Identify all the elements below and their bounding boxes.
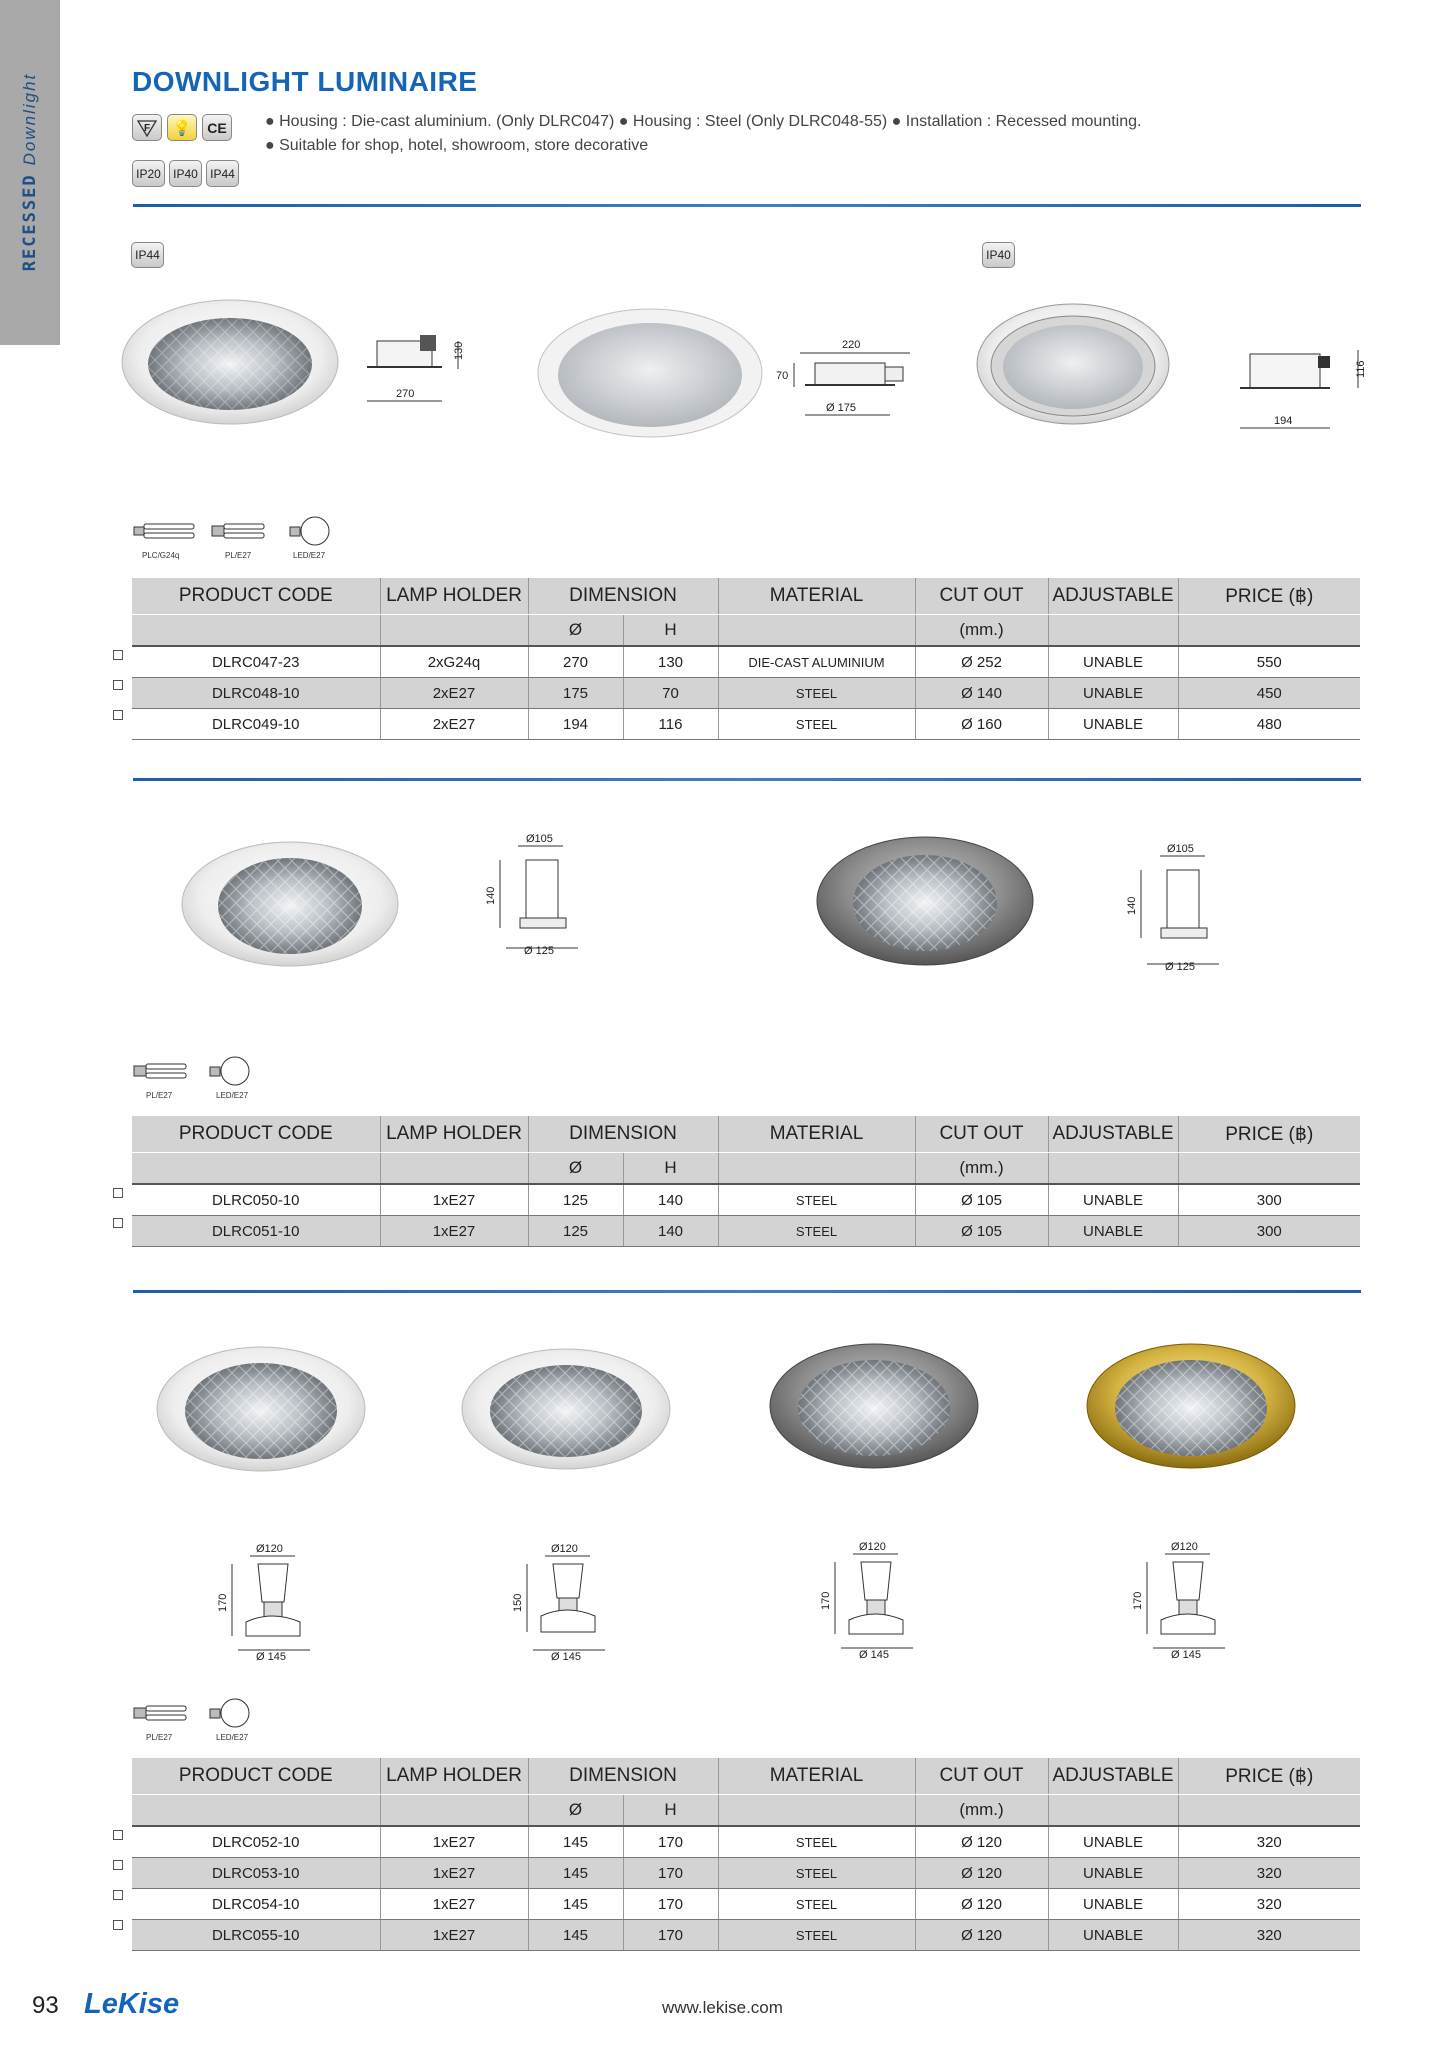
select-checkbox[interactable] <box>113 1860 123 1870</box>
ce-badge: CE <box>202 114 232 141</box>
dlrc047-height-label: 130 <box>453 341 465 360</box>
table-subheader-row <box>132 1153 1360 1185</box>
dimension-height: 170 <box>623 1826 718 1858</box>
sidebar-category: RECESSED <box>20 173 40 272</box>
dimension-diameter: 125 <box>528 1184 623 1216</box>
price: 550 <box>1178 646 1360 678</box>
bulb-icon: 💡 <box>172 119 192 137</box>
product-code: DLRC052-10 <box>132 1826 380 1858</box>
subheader-diameter: Ø <box>528 1153 623 1185</box>
select-checkbox[interactable] <box>113 710 123 720</box>
dimension-height: 170 <box>623 1889 718 1920</box>
ip40-badge: IP40 <box>169 160 202 187</box>
dlrc047-photo <box>120 290 350 430</box>
dlrc054-height-label: 170 <box>820 1591 832 1610</box>
material: STEEL <box>718 1216 915 1247</box>
header-dimension: DIMENSION <box>528 1116 718 1153</box>
dlrc050-top-label: Ø105 <box>526 833 553 845</box>
table-row <box>132 646 1360 678</box>
plc-g24q-lamp-icon <box>134 524 194 538</box>
dlrc051-drawing <box>1115 840 1235 980</box>
header-price: PRICE (฿) <box>1178 578 1360 615</box>
page-number: 93 <box>32 1992 59 2019</box>
led-e27-lamp-icon <box>290 517 329 545</box>
price: 320 <box>1178 1826 1360 1858</box>
lamp-holder: 1xE27 <box>380 1216 528 1247</box>
material: STEEL <box>718 1889 915 1920</box>
led-e27-lamp-icon <box>210 1057 249 1085</box>
product-code: DLRC047-23 <box>132 646 380 678</box>
dlrc052-bottom-label: Ø 145 <box>256 1651 286 1663</box>
dimension-diameter: 175 <box>528 678 623 709</box>
table-row <box>132 678 1360 709</box>
dimension-height: 130 <box>623 646 718 678</box>
adjustable: UNABLE <box>1048 1889 1178 1920</box>
product-code: DLRC053-10 <box>132 1858 380 1889</box>
brand-logo: LeKise <box>84 1988 180 2020</box>
lamp-label-led-e27: LED/E27 <box>216 1733 249 1742</box>
dimension-diameter: 125 <box>528 1216 623 1247</box>
material: DIE-CAST ALUMINIUM <box>718 646 915 678</box>
table-row <box>132 1920 1360 1951</box>
header-lamp-holder: LAMP HOLDER <box>380 1758 528 1795</box>
select-checkbox[interactable] <box>113 1830 123 1840</box>
lamp-holder: 2xG24q <box>380 646 528 678</box>
table-row <box>132 1184 1360 1216</box>
header-product-code: PRODUCT CODE <box>132 1758 380 1795</box>
lamp-label-led-e27: LED/E27 <box>293 551 326 560</box>
subheader-unit: (mm.) <box>915 615 1048 647</box>
adjustable: UNABLE <box>1048 1826 1178 1858</box>
subheader-unit: (mm.) <box>915 1153 1048 1185</box>
section2-lamp-icons <box>130 1055 270 1095</box>
dimension-height: 170 <box>623 1920 718 1951</box>
dimension-diameter: 145 <box>528 1889 623 1920</box>
header-material: MATERIAL <box>718 578 915 615</box>
section-divider <box>133 1290 1361 1293</box>
adjustable: UNABLE <box>1048 1184 1178 1216</box>
dlrc054-bottom-label: Ø 145 <box>859 1649 889 1661</box>
lamp-label-pl-e27: PL/E27 <box>225 551 252 560</box>
lamp-holder: 1xE27 <box>380 1920 528 1951</box>
dlrc048-diameter-label: Ø 175 <box>826 402 856 414</box>
lamp-holder: 2xE27 <box>380 678 528 709</box>
header-price: PRICE (฿) <box>1178 1116 1360 1153</box>
header-adjustable: ADJUSTABLE <box>1048 1758 1178 1795</box>
select-checkbox[interactable] <box>113 650 123 660</box>
subheader-diameter: Ø <box>528 615 623 647</box>
table-header-row <box>132 1116 1360 1153</box>
dlrc053-drawing <box>505 1540 615 1670</box>
dimension-height: 170 <box>623 1858 718 1889</box>
header-price: PRICE (฿) <box>1178 1758 1360 1795</box>
table-subheader-row <box>132 1795 1360 1827</box>
dlrc049-photo <box>975 300 1175 430</box>
header-cut-out: CUT OUT <box>915 1758 1048 1795</box>
f-mark-icon <box>136 119 158 137</box>
dlrc052-top-label: Ø120 <box>256 1543 283 1555</box>
lamp-holder: 1xE27 <box>380 1858 528 1889</box>
dimension-height: 140 <box>623 1216 718 1247</box>
table-row <box>132 1889 1360 1920</box>
adjustable: UNABLE <box>1048 1920 1178 1951</box>
price: 320 <box>1178 1920 1360 1951</box>
dlrc052-height-label: 170 <box>217 1593 229 1612</box>
header-product-code: PRODUCT CODE <box>132 578 380 615</box>
header-cut-out: CUT OUT <box>915 578 1048 615</box>
dlrc052-drawing <box>210 1540 320 1670</box>
dlrc054-drawing <box>813 1538 923 1668</box>
subheader-diameter: Ø <box>528 1795 623 1827</box>
lamp-label-led-e27: LED/E27 <box>216 1091 249 1100</box>
dlrc054-top-label: Ø120 <box>859 1541 886 1553</box>
spec-table-3 <box>132 1758 1360 1951</box>
cut-out: Ø 120 <box>915 1858 1048 1889</box>
feature-line-2: ● Suitable for shop, hotel, showroom, store decorative <box>265 137 649 154</box>
product-code: DLRC049-10 <box>132 709 380 740</box>
spec-table-1 <box>132 578 1360 740</box>
header-material: MATERIAL <box>718 1758 915 1795</box>
select-checkbox[interactable] <box>113 1920 123 1930</box>
cut-out: Ø 105 <box>915 1216 1048 1247</box>
pl-e27-lamp-icon <box>212 524 264 538</box>
product-code: DLRC051-10 <box>132 1216 380 1247</box>
cut-out: Ø 120 <box>915 1920 1048 1951</box>
dlrc053-top-label: Ø120 <box>551 1543 578 1555</box>
dimension-height: 116 <box>623 709 718 740</box>
dlrc049-height-label: 116 <box>1355 360 1367 378</box>
product-code: DLRC055-10 <box>132 1920 380 1951</box>
header-lamp-holder: LAMP HOLDER <box>380 578 528 615</box>
dlrc052-photo <box>155 1345 370 1475</box>
material: STEEL <box>718 1184 915 1216</box>
dlrc048-drawing <box>770 335 945 425</box>
section-divider <box>133 778 1361 781</box>
table-row <box>132 709 1360 740</box>
lamp-class-badge <box>167 114 197 141</box>
subheader-height: H <box>623 615 718 647</box>
dimension-diameter: 270 <box>528 646 623 678</box>
dimension-diameter: 145 <box>528 1858 623 1889</box>
price: 300 <box>1178 1216 1360 1247</box>
dlrc053-bottom-label: Ø 145 <box>551 1651 581 1663</box>
table-row <box>132 1216 1360 1247</box>
dlrc055-bottom-label: Ø 145 <box>1171 1649 1201 1661</box>
adjustable: UNABLE <box>1048 709 1178 740</box>
dlrc051-height-label: 140 <box>1126 896 1138 915</box>
dlrc051-top-label: Ø105 <box>1167 843 1194 855</box>
dlrc053-photo <box>460 1345 675 1475</box>
dlrc055-photo <box>1085 1340 1300 1475</box>
adjustable: UNABLE <box>1048 1216 1178 1247</box>
sidebar-label <box>20 73 40 272</box>
header-dimension: DIMENSION <box>528 578 718 615</box>
dlrc055-top-label: Ø120 <box>1171 1541 1198 1553</box>
ip40-tag: IP40 <box>982 242 1015 268</box>
select-checkbox[interactable] <box>113 1188 123 1198</box>
lamp-label-pl-e27: PL/E27 <box>146 1733 173 1742</box>
header-cut-out: CUT OUT <box>915 1116 1048 1153</box>
material: STEEL <box>718 1920 915 1951</box>
dlrc055-drawing <box>1125 1538 1235 1668</box>
sidebar-subcategory: Downlight <box>20 72 39 166</box>
header-product-code: PRODUCT CODE <box>132 1116 380 1153</box>
feature-line-1: ● Housing : Die-cast aluminium. (Only DLRC047) ● Housing : Steel (Only DLRC048-55) ● Installation : Recessed mounting. <box>265 113 1142 130</box>
dlrc048-width-label: 220 <box>842 339 861 351</box>
dlrc054-photo <box>768 1340 983 1475</box>
cut-out: Ø 120 <box>915 1889 1048 1920</box>
select-checkbox[interactable] <box>113 680 123 690</box>
f-mark-badge <box>132 114 162 141</box>
header-dimension: DIMENSION <box>528 1758 718 1795</box>
dimension-diameter: 194 <box>528 709 623 740</box>
lamp-holder: 2xE27 <box>380 709 528 740</box>
section1-lamp-icons <box>130 515 340 555</box>
header-adjustable: ADJUSTABLE <box>1048 1116 1178 1153</box>
website-link[interactable]: www.lekise.com <box>662 1998 783 2017</box>
dlrc048-photo <box>535 305 767 440</box>
dlrc051-photo <box>815 835 1040 970</box>
adjustable: UNABLE <box>1048 646 1178 678</box>
price: 320 <box>1178 1889 1360 1920</box>
table-row <box>132 1826 1360 1858</box>
material: STEEL <box>718 1826 915 1858</box>
f-mark-text: F <box>144 122 151 134</box>
material: STEEL <box>718 709 915 740</box>
product-code: DLRC048-10 <box>132 678 380 709</box>
ip44-tag: IP44 <box>131 242 164 268</box>
section3-lamp-icons <box>130 1697 270 1737</box>
dlrc053-height-label: 150 <box>512 1593 524 1612</box>
dimension-height: 70 <box>623 678 718 709</box>
select-checkbox[interactable] <box>113 1218 123 1228</box>
dimension-diameter: 145 <box>528 1920 623 1951</box>
dlrc050-height-label: 140 <box>485 886 497 905</box>
lamp-holder: 1xE27 <box>380 1184 528 1216</box>
cut-out: Ø 120 <box>915 1826 1048 1858</box>
dlrc049-drawing <box>1228 340 1383 440</box>
dlrc047-width-label: 270 <box>396 388 415 400</box>
dlrc049-width-label: 194 <box>1274 415 1293 427</box>
dimension-height: 140 <box>623 1184 718 1216</box>
subheader-unit: (mm.) <box>915 1795 1048 1827</box>
adjustable: UNABLE <box>1048 678 1178 709</box>
table-header-row <box>132 578 1360 615</box>
header-material: MATERIAL <box>718 1116 915 1153</box>
table-header-row <box>132 1758 1360 1795</box>
lamp-holder: 1xE27 <box>380 1826 528 1858</box>
price: 300 <box>1178 1184 1360 1216</box>
spec-table-2 <box>132 1116 1360 1247</box>
select-checkbox[interactable] <box>113 1890 123 1900</box>
price: 320 <box>1178 1858 1360 1889</box>
dlrc050-bottom-label: Ø 125 <box>524 945 554 957</box>
ip44-badge: IP44 <box>206 160 239 187</box>
lamp-label-plc-g24q: PLC/G24q <box>142 551 180 560</box>
cut-out: Ø 140 <box>915 678 1048 709</box>
material: STEEL <box>718 678 915 709</box>
ip20-badge: IP20 <box>132 160 165 187</box>
product-code: DLRC050-10 <box>132 1184 380 1216</box>
dlrc048-height-label: 70 <box>776 370 789 382</box>
cut-out: Ø 252 <box>915 646 1048 678</box>
price: 480 <box>1178 709 1360 740</box>
header-lamp-holder: LAMP HOLDER <box>380 1116 528 1153</box>
header-adjustable: ADJUSTABLE <box>1048 578 1178 615</box>
sidebar-tab <box>0 0 60 345</box>
price: 450 <box>1178 678 1360 709</box>
led-e27-lamp-icon <box>210 1699 249 1727</box>
subheader-height: H <box>623 1153 718 1185</box>
dlrc050-photo <box>180 840 405 970</box>
cut-out: Ø 105 <box>915 1184 1048 1216</box>
section-divider <box>133 204 1361 207</box>
dlrc050-drawing <box>478 830 588 965</box>
subheader-height: H <box>623 1795 718 1827</box>
table-subheader-row <box>132 615 1360 647</box>
table-row <box>132 1858 1360 1889</box>
lamp-label-pl-e27: PL/E27 <box>146 1091 173 1100</box>
product-code: DLRC054-10 <box>132 1889 380 1920</box>
dlrc055-height-label: 170 <box>1132 1591 1144 1610</box>
lamp-holder: 1xE27 <box>380 1889 528 1920</box>
dimension-diameter: 145 <box>528 1826 623 1858</box>
cut-out: Ø 160 <box>915 709 1048 740</box>
pl-e27-lamp-icon <box>134 1064 186 1078</box>
page-title: DOWNLIGHT LUMINAIRE <box>132 66 478 97</box>
dlrc047-drawing <box>362 325 477 410</box>
pl-e27-lamp-icon <box>134 1706 186 1720</box>
dlrc051-bottom-label: Ø 125 <box>1165 961 1195 973</box>
material: STEEL <box>718 1858 915 1889</box>
adjustable: UNABLE <box>1048 1858 1178 1889</box>
